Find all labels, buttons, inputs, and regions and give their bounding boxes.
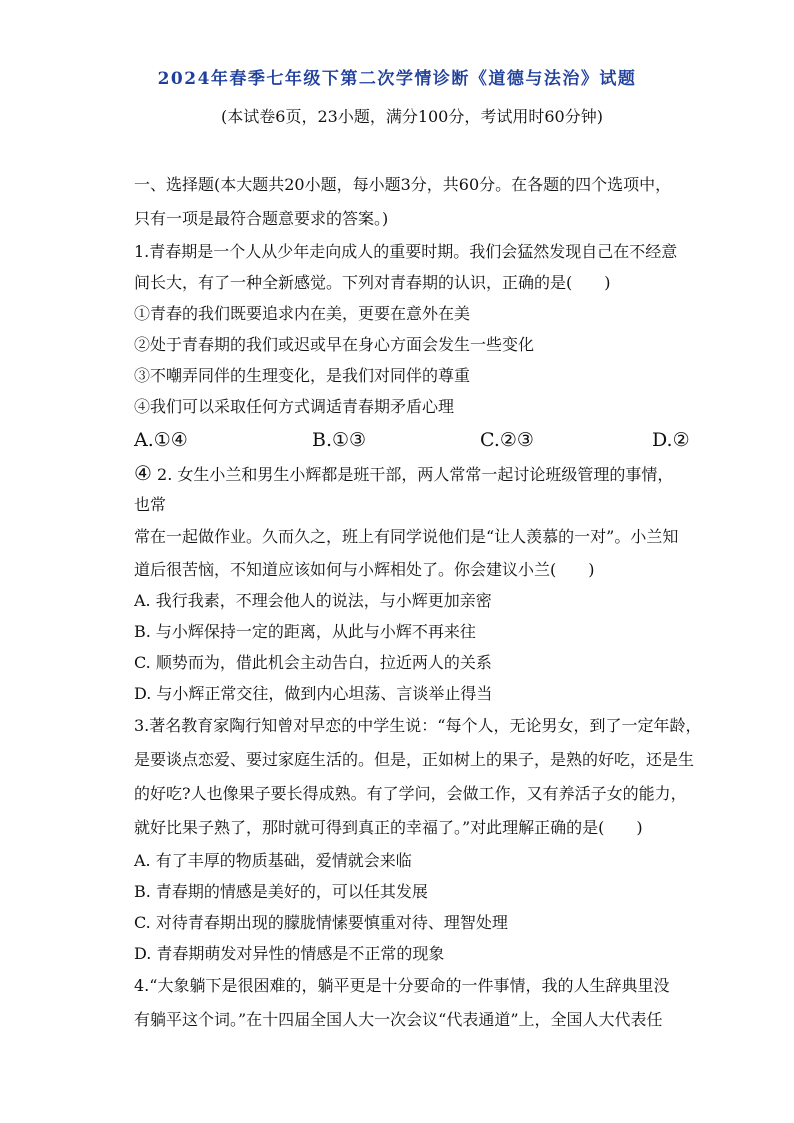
statement-item: ③不嘲弄同伴的生理变化，是我们对同伴的尊重	[134, 366, 471, 385]
question-stem: 常在一起做作业。久而久之，班上有同学说他们是“让人羡慕的一对”。小兰知	[134, 527, 679, 546]
question-stem: 也常	[134, 495, 167, 514]
answer-option: A. 我行我素，不理会他人的说法，与小辉更加亲密	[134, 591, 492, 610]
answer-option: B. 与小辉保持一定的距离，从此与小辉不再来往	[134, 622, 476, 641]
question-stem: 有躺平这个词。”在十四届全国人大一次会议“代表通道”上，全国人大代表任	[134, 1010, 663, 1029]
answer-option: C. 顺势而为，借此机会主动告白，拉近两人的关系	[134, 653, 492, 672]
section-heading-line: 一、选择题(本大题共20小题，每小题3分，共60分。在各题的四个选项中，	[134, 175, 672, 194]
question-stem: 1.青春期是一个人从少年走向成人的重要时期。我们会猛然发现自己在不经意	[134, 242, 678, 261]
statement-item: ②处于青春期的我们或迟或早在身心方面会发生一些变化	[134, 335, 535, 354]
section-heading-line: 只有一项是最符合题意要求的答案。)	[134, 209, 389, 228]
exam-content	[134, 168, 734, 1037]
answer-option: D. 青春期萌发对异性的情感是不正常的现象	[134, 944, 445, 963]
question-stem: 4.“大象躺下是很困难的，躺平更是十分要命的一件事情，我的人生辞典里没	[134, 976, 670, 995]
question-stem	[134, 458, 734, 489]
question-stem: 道后很苦恼，不知道应该如何与小辉相处了。你会建议小兰( )	[134, 560, 595, 579]
option-b: B.①③	[312, 429, 367, 451]
question-stem-text: 2. 女生小兰和男生小辉都是班干部，两人常常一起讨论班级管理的事情，	[151, 465, 674, 484]
question-stem: 3.著名教育家陶行知曾对早恋的中学生说：“每个人，无论男女，到了一定年龄，	[134, 716, 702, 735]
page-title: 2024年春季七年级下第二次学情诊断《道德与法治》试题	[157, 69, 637, 89]
question-stem: 就好比果子熟了，那时就可得到真正的幸福了。”对此理解正确的是( )	[134, 818, 643, 837]
answer-option: B. 青春期的情感是美好的，可以任其发展	[134, 882, 428, 901]
answer-options	[134, 422, 734, 458]
question-stem: 间长大，有了一种全新感觉。下列对青春期的认识，正确的是( )	[134, 273, 611, 292]
question-stem: 的好吃?人也像果子要长得成熟。有了学问，会做工作，又有养活子女的能力，	[134, 784, 687, 803]
statement-item: ①青春的我们既要追求内在美，更要在意外在美	[134, 304, 471, 323]
page-subtitle: (本试卷6页，23小题，满分100分，考试用时60分钟)	[221, 107, 603, 126]
option-d: D.②	[652, 429, 690, 451]
option-a: A.①④	[134, 429, 188, 451]
question-stem: 是要谈点恋爱、要过家庭生活的。但是，正如树上的果子，是熟的好吃，还是生	[134, 750, 695, 769]
option-c: C.②③	[480, 429, 534, 451]
answer-option: C. 对待青春期出现的朦胧情愫要慎重对待、理智处理	[134, 913, 508, 932]
answer-option: D. 与小辉正常交往，做到内心坦荡、言谈举止得当	[134, 684, 493, 703]
option-d-continuation: ④	[134, 461, 152, 485]
answer-option: A. 有了丰厚的物质基础，爱情就会来临	[134, 851, 412, 870]
statement-item: ④我们可以采取任何方式调适青春期矛盾心理	[134, 397, 455, 416]
